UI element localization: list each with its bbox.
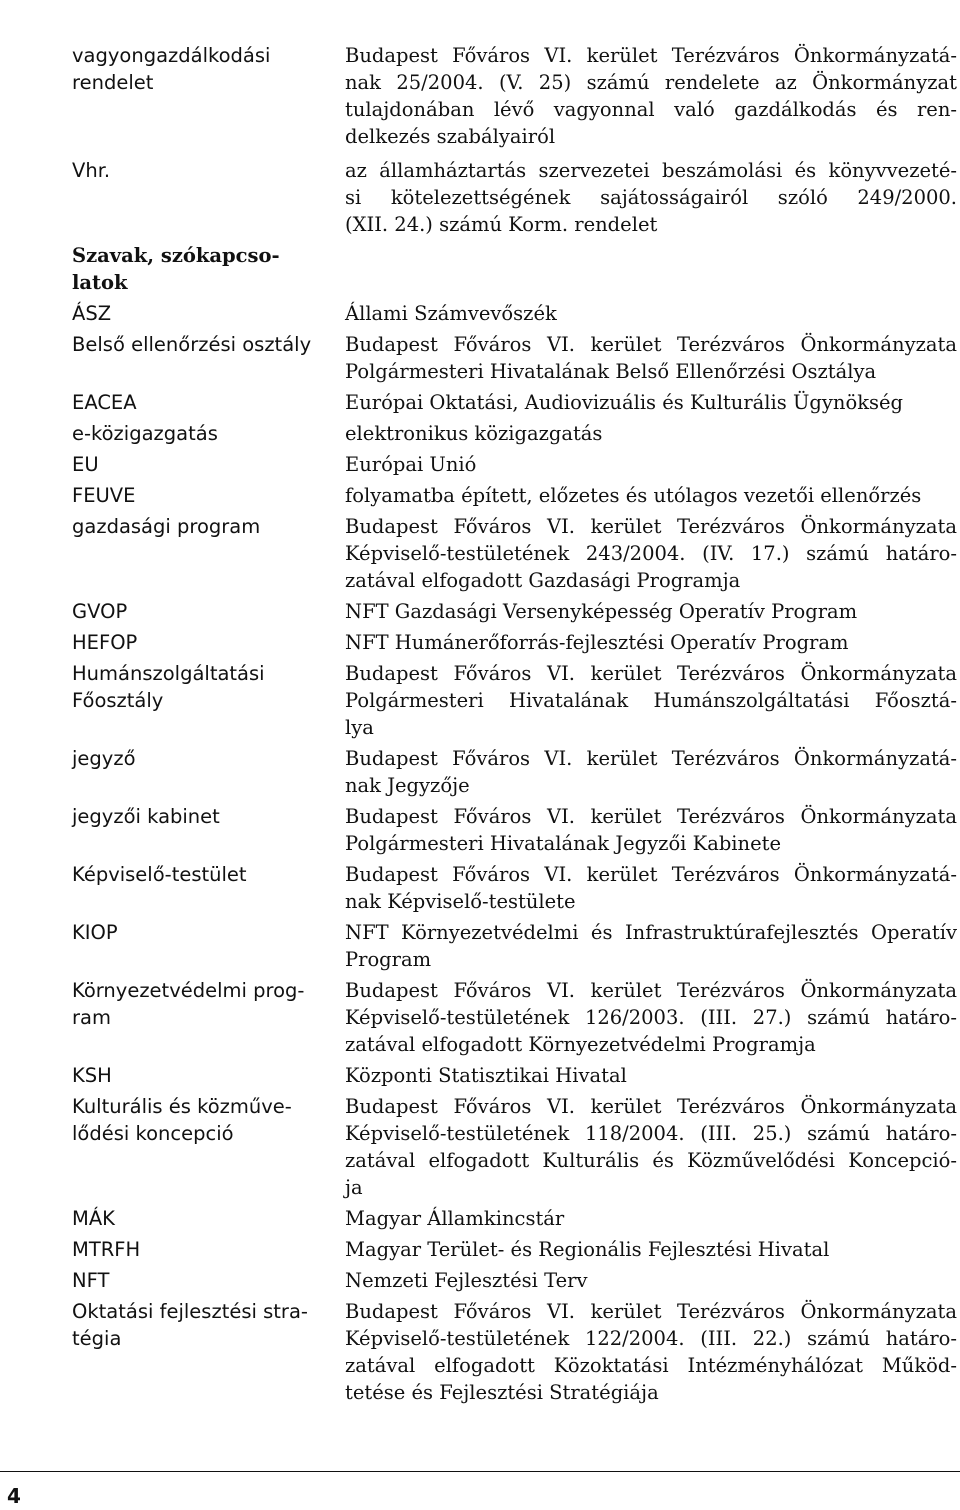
definition-line: NFT Humánerőforrás-fejlesztési Operatív Program [345, 631, 849, 654]
term-line: HEFOP [72, 631, 138, 654]
glossary-definition [345, 629, 957, 656]
term-line: lődési koncepció [72, 1122, 234, 1145]
definition-line: Budapest Főváros VI. kerület Terézváros Önkormányzatá- [345, 863, 957, 886]
definition-line: Budapest Főváros VI. kerület Terézváros Önkormányzatá- [345, 747, 957, 770]
definition-line: Képviselő-testületének 126/2003. (III. 27.) számú határo- [345, 1006, 957, 1029]
definition-line: Magyar Terület- és Regionális Fejlesztési Hivatal [345, 1238, 830, 1261]
glossary-entry [0, 803, 960, 857]
term-line: jegyzői kabinet [72, 805, 220, 828]
glossary-definition [345, 1267, 957, 1294]
term-line: ÁSZ [72, 302, 112, 325]
glossary-entry [0, 451, 960, 478]
glossary-definition [345, 919, 957, 973]
definition-line: Képviselő-testületének 243/2004. (IV. 17.) számú határo- [345, 542, 957, 565]
definition-line: ja [345, 1176, 363, 1199]
glossary-term [72, 420, 345, 447]
glossary-term [72, 861, 345, 915]
definition-line: si kötelezettségének sajátosságairól szóló 249/2000. [345, 186, 957, 209]
glossary-definition [345, 513, 957, 594]
glossary-definition [345, 389, 957, 416]
term-line: tégia [72, 1327, 122, 1350]
term-line: Humánszolgáltatási [72, 662, 265, 685]
glossary-term [72, 42, 345, 150]
definition-line: Polgármesteri Hivatalának Jegyzői Kabinete [345, 832, 782, 855]
definition-line: Budapest Főváros VI. kerület Terézváros Önkormányzata [345, 805, 957, 828]
glossary-term [72, 157, 345, 238]
glossary-term [72, 803, 345, 857]
glossary-definition [345, 1205, 957, 1232]
glossary-term [72, 300, 345, 327]
glossary-entry [0, 660, 960, 741]
glossary-entry [0, 482, 960, 509]
term-line: Oktatási fejlesztési stra- [72, 1300, 308, 1323]
term-line: Környezetvédelmi prog- [72, 979, 305, 1002]
definition-line: Magyar Államkincstár [345, 1207, 565, 1230]
glossary-definition [345, 745, 957, 799]
page-number: 4 [7, 1484, 21, 1508]
glossary-list [0, 42, 960, 1406]
glossary-entry [0, 1093, 960, 1201]
glossary-definition [345, 1236, 957, 1263]
glossary-term [72, 629, 345, 656]
definition-line: Budapest Főváros VI. kerület Terézváros Önkormányzata [345, 1095, 957, 1118]
glossary-term [72, 1236, 345, 1263]
definition-line: az államháztartás szervezetei beszámolási és könyvvezeté- [345, 159, 957, 182]
term-line: MTRFH [72, 1238, 141, 1261]
glossary-entry [0, 977, 960, 1058]
term-line: Vhr. [72, 159, 111, 182]
glossary-entry [0, 420, 960, 447]
term-line: KIOP [72, 921, 118, 944]
glossary-entry [0, 331, 960, 385]
definition-line: lya [345, 716, 374, 739]
definition-line: NFT Környezetvédelmi és Infrastruktúrafejlesztés Operatív [345, 921, 957, 944]
glossary-entry [0, 919, 960, 973]
term-line: EACEA [72, 391, 137, 414]
glossary-entry [0, 1236, 960, 1263]
term-line: GVOP [72, 600, 128, 623]
heading-line: latok [72, 271, 128, 294]
definition-line: Budapest Főváros VI. kerület Terézváros Önkormányzata [345, 333, 957, 356]
glossary-term [72, 389, 345, 416]
glossary-definition [345, 1062, 957, 1089]
definition-line: tetése és Fejlesztési Stratégiája [345, 1381, 659, 1404]
definition-line: (XII. 24.) számú Korm. rendelet [345, 213, 658, 236]
term-line: jegyző [72, 747, 136, 770]
section-heading [0, 242, 960, 296]
definition-line: Budapest Főváros VI. kerület Terézváros Önkormányzata [345, 662, 957, 685]
glossary-term [72, 1298, 345, 1406]
glossary-term [72, 451, 345, 478]
glossary-term [72, 1062, 345, 1089]
definition-line: Európai Oktatási, Audiovizuális és Kulturális Ügynökség [345, 391, 904, 414]
glossary-entry [0, 1298, 960, 1406]
definition-line: Polgármesteri Hivatalának Belső Ellenőrzési Osztálya [345, 360, 877, 383]
glossary-term [72, 977, 345, 1058]
term-line: Képviselő-testület [72, 863, 247, 886]
definition-line: folyamatba épített, előzetes és utólagos vezetői ellenőrzés [345, 484, 922, 507]
definition-line: nak Jegyzője [345, 774, 470, 797]
glossary-term [72, 745, 345, 799]
glossary-definition [345, 803, 957, 857]
definition-line: Budapest Főváros VI. kerület Terézváros Önkormányzata [345, 1300, 957, 1323]
glossary-term [72, 513, 345, 594]
glossary-term [72, 482, 345, 509]
definition-line: delkezés szabályairól [345, 125, 556, 148]
glossary-definition [345, 331, 957, 385]
glossary-term [72, 1267, 345, 1294]
glossary-entry [0, 42, 960, 150]
definition-line: Budapest Főváros VI. kerület Terézváros Önkormányzatá- [345, 44, 957, 67]
glossary-entry [0, 598, 960, 625]
definition-line: Állami Számvevőszék [345, 302, 557, 325]
definition-line: Európai Unió [345, 453, 477, 476]
heading-line: Szavak, szókapcso- [72, 244, 280, 267]
glossary-entry [0, 389, 960, 416]
glossary-entry [0, 1267, 960, 1294]
glossary-definition [345, 451, 957, 478]
definition-line: NFT Gazdasági Versenyképesség Operatív Program [345, 600, 858, 623]
definition-line: Képviselő-testületének 118/2004. (III. 25.) számú határo- [345, 1122, 957, 1145]
definition-line: elektronikus közigazgatás [345, 422, 603, 445]
glossary-definition [345, 861, 957, 915]
term-line: Főosztály [72, 689, 164, 712]
glossary-entry [0, 300, 960, 327]
term-line: EU [72, 453, 99, 476]
section-heading-text [72, 242, 345, 296]
glossary-term [72, 1205, 345, 1232]
glossary-term [72, 1093, 345, 1201]
term-line: vagyongazdálkodási [72, 44, 271, 67]
glossary-definition [345, 42, 957, 150]
glossary-definition [345, 420, 957, 447]
glossary-entry [0, 1062, 960, 1089]
footer-rule [0, 1471, 960, 1472]
term-line: Kulturális és közműve- [72, 1095, 292, 1118]
definition-line: nak Képviselő-testülete [345, 890, 576, 913]
term-line: MÁK [72, 1207, 115, 1230]
term-line: KSH [72, 1064, 112, 1087]
glossary-entry [0, 745, 960, 799]
glossary-definition [345, 157, 957, 238]
term-line: e-közigazgatás [72, 422, 218, 445]
definition-line: zatával elfogadott Közoktatási Intézményhálózat Működ- [345, 1354, 957, 1377]
definition-line: Polgármesteri Hivatalának Humánszolgáltatási Főosztá- [345, 689, 957, 712]
definition-line: nak 25/2004. (V. 25) számú rendelete az Önkormányzat [345, 71, 957, 94]
term-line: rendelet [72, 71, 154, 94]
glossary-entry [0, 513, 960, 594]
definition-line: Képviselő-testületének 122/2004. (III. 22.) számú határo- [345, 1327, 957, 1350]
glossary-term [72, 919, 345, 973]
glossary-term [72, 331, 345, 385]
definition-line: Budapest Főváros VI. kerület Terézváros Önkormányzata [345, 515, 957, 538]
definition-line: zatával elfogadott Gazdasági Programja [345, 569, 741, 592]
glossary-entry [0, 1205, 960, 1232]
glossary-definition [345, 977, 957, 1058]
glossary-definition [345, 1093, 957, 1201]
glossary-entry [0, 157, 960, 238]
glossary-definition [345, 1298, 957, 1406]
glossary-term [72, 660, 345, 741]
glossary-definition [345, 598, 957, 625]
term-line: ram [72, 1006, 111, 1029]
term-line: gazdasági program [72, 515, 261, 538]
term-line: Belső ellenőrzési osztály [72, 333, 312, 356]
definition-line: Központi Statisztikai Hivatal [345, 1064, 627, 1087]
glossary-entry [0, 861, 960, 915]
definition-line: Nemzeti Fejlesztési Terv [345, 1269, 588, 1292]
term-line: NFT [72, 1269, 110, 1292]
glossary-definition [345, 660, 957, 741]
glossary-definition [345, 300, 957, 327]
definition-line: Budapest Főváros VI. kerület Terézváros Önkormányzata [345, 979, 957, 1002]
definition-line: zatával elfogadott Kulturális és Közművelődési Koncepció- [345, 1149, 957, 1172]
term-line: FEUVE [72, 484, 136, 507]
definition-line: Program [345, 948, 432, 971]
definition-line: tulajdonában lévő vagyonnal való gazdálkodás és ren- [345, 98, 957, 121]
glossary-definition [345, 482, 957, 509]
glossary-term [72, 598, 345, 625]
glossary-entry [0, 629, 960, 656]
definition-line: zatával elfogadott Környezetvédelmi Programja [345, 1033, 816, 1056]
